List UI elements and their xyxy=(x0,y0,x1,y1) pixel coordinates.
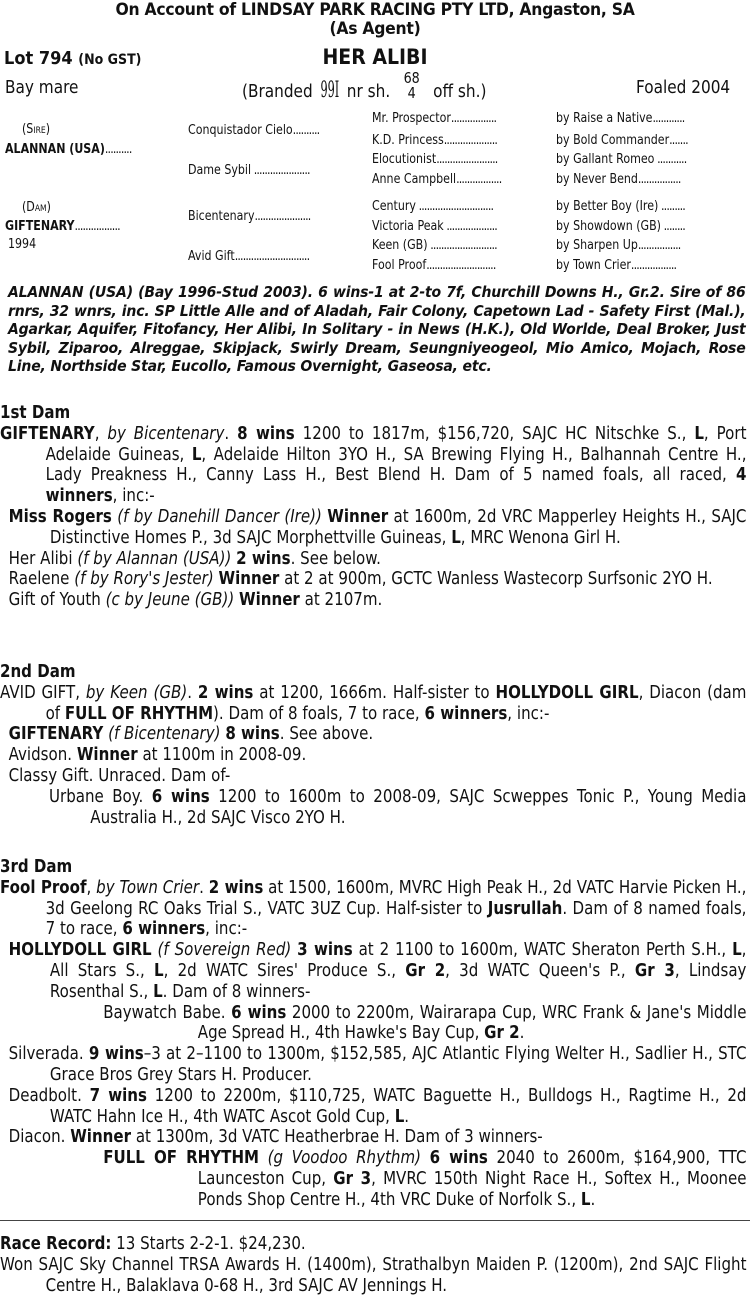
second-dam-section xyxy=(0,662,746,828)
brand-fraction-bottom: 4 xyxy=(407,84,416,102)
wins: 2 wins xyxy=(197,682,254,703)
dam-sire: by Bicentenary xyxy=(107,423,225,444)
foal-entry: Her Alibi (f by Alannan (USA)) 2 wins. See below. xyxy=(8,548,381,569)
foal-name: Raelene xyxy=(8,569,70,590)
dam-name: AVID GIFT xyxy=(0,682,76,703)
race-record-summary xyxy=(0,1234,746,1255)
foal-pedigree: (c by Jeune (GB)) xyxy=(105,590,235,611)
foal-result: 6 wins xyxy=(429,1148,488,1169)
foal-pedigree: (g Voodoo Rhythm) xyxy=(267,1148,421,1169)
foal-text: See above. xyxy=(289,724,374,745)
foal-entry xyxy=(0,745,746,766)
foal-text: 2d WATC Sires' Produce S., xyxy=(177,960,397,981)
foal-result: 6 wins xyxy=(231,1002,287,1023)
gen3-name: Fool Proof xyxy=(372,258,427,273)
gen4-name: by Showdown (GB) xyxy=(556,219,661,234)
foal-result: 8 wins xyxy=(225,724,280,745)
foal-text: MRC Wenona Girl H. xyxy=(470,527,621,548)
race-text: Diacon (dam of xyxy=(45,682,747,724)
gen4-name: by Bold Commander xyxy=(556,133,670,148)
foal-text: at 1100m in 2008-09. xyxy=(142,745,307,766)
foal-name: Diacon. xyxy=(8,1127,66,1148)
pedigree-gen3-5: Century ............................ xyxy=(372,199,494,214)
brand-fraction-top: 68 xyxy=(403,69,420,87)
foal-name: Baywatch Babe. xyxy=(103,1002,226,1023)
foal-text: Lindsay Rosenthal S., xyxy=(49,960,747,1002)
sire-name: ALANNAN (USA).......... xyxy=(5,142,132,157)
race-text: ). Dam of 8 foals, 7 to race, xyxy=(213,703,420,724)
race-record-value: 13 Starts 2-2-1. $24,230. xyxy=(116,1234,306,1254)
foal-name: Gift of Youth xyxy=(8,590,101,611)
gen3-name: Elocutionist xyxy=(372,152,437,167)
foal-pedigree: (f Bicentenary) xyxy=(108,724,221,745)
gen3-name: Victoria Peak xyxy=(372,219,444,234)
section-title: 3rd Dam xyxy=(0,857,73,877)
foal-entry xyxy=(0,766,746,787)
gen4-name: by Sharpen Up xyxy=(556,238,638,253)
foal-entry: Deadbolt. 7 wins 1200 to 2200m, $110,725, WATC Baguette H., Bulldogs H., Ragtime H., 2d WATC Hahn Ice H., 4th WATC Ascot Gold Cup, L. xyxy=(8,1085,747,1127)
foal-entry xyxy=(0,569,746,590)
foal-result: 7 wins xyxy=(89,1085,147,1106)
listed-badge: L xyxy=(153,981,163,1002)
pedigree-gen2-2: Dame Sybil ..................... xyxy=(188,163,310,178)
foal-name: HOLLYDOLL GIRL xyxy=(8,940,152,961)
pedigree-gen3-2: K.D. Princess.................... xyxy=(372,133,498,148)
listed-badge: L xyxy=(191,444,202,465)
foal-result: Winner xyxy=(327,506,389,527)
listed-badge: L xyxy=(694,423,704,444)
foal-text: Dam of 8 winners- xyxy=(172,981,311,1002)
foal-name: Her Alibi xyxy=(8,548,73,569)
brand-info xyxy=(242,69,487,107)
pedigree-gen3-8: Fool Proof.......................... xyxy=(372,258,496,273)
race-text: Port Adelaide Guineas, xyxy=(45,423,747,465)
foal-entry: Baywatch Babe. 6 wins 2000 to 2200m, Wairarapa Cup, WRC Frank & Jane's Middle Age Spread H., 4th Hawke's Bay Cup, Gr 2. xyxy=(103,1002,747,1044)
foal-text: 1200 to 1600m to 2008-09, SAJC Scweppes Tonic P., Young Media Australia H., 2d SAJC Visco 2YO H. xyxy=(90,786,747,828)
vendor-line: On Account of LINDSAY PARK RACING PTY LTD, Angaston, SA xyxy=(115,0,635,20)
gen3-name: Anne Campbell xyxy=(372,172,457,187)
third-dam-section xyxy=(0,857,746,1211)
pedigree-gen4-5: by Better Boy (Ire) ......... xyxy=(556,199,685,214)
lot-label: Lot 794 xyxy=(4,48,73,69)
half-sister: Jusrullah xyxy=(487,898,563,919)
brand-mark-icon: 99I xyxy=(320,78,340,103)
horse-name: HER ALIBI xyxy=(322,45,428,69)
foal-name: Urbane Boy. xyxy=(49,786,144,807)
gen4-name: by Better Boy (Ire) xyxy=(556,199,659,214)
foal-entry: Miss Rogers (f by Danehill Dancer (Ire)) Winner at 1600m, 2d VRC Mapperley Heights H., SAJC Distinctive Homes P., 3d SAJC Morphettville Guineas, L, MRC Wenona Girl H. xyxy=(8,506,747,548)
pedigree-gen4-3: by Gallant Romeo ........... xyxy=(556,152,687,167)
brand-off-shoulder: off sh.) xyxy=(433,81,487,102)
foal-result: 3 wins xyxy=(297,940,353,961)
foal-entry: FULL OF RHYTHM (g Voodoo Rhythm) 6 wins 2040 to 2600m, $164,900, TTC Launceston Cup, Gr 3, MVRC 150th Night Race H., Softex H., Moonee Ponds Shop Centre H., 4th VRC Duke of Norfolk S., L. xyxy=(103,1148,747,1210)
race-text: at 1500, 1600m, MVRC High Peak H., 2d VATC Harvie Picken H., 3d Geelong RC Oaks Trial S., VATC 3UZ Cup. Half-sister to xyxy=(45,877,747,919)
pedigree-gen3-7: Keen (GB) ......................... xyxy=(372,238,497,253)
gen2-name: Conquistador Cielo xyxy=(188,123,293,138)
dam-name: Fool Proof xyxy=(0,877,87,898)
foal-text: Unraced. Dam of- xyxy=(98,765,231,786)
pedigree-gen3-1: Mr. Prospector................. xyxy=(372,111,497,126)
dam-name: GIFTENARY................. xyxy=(5,219,120,234)
gst-note: (No GST) xyxy=(78,52,142,68)
foal-result: 2 wins xyxy=(236,548,291,569)
foal-text: See below. xyxy=(300,548,381,569)
winners-count: 6 winners xyxy=(424,703,508,724)
listed-badge: L xyxy=(732,940,742,961)
dam-of: FULL OF RHYTHM xyxy=(64,703,214,724)
pedigree-gen4-6: by Showdown (GB) ........ xyxy=(556,219,685,234)
foal-result: Winner xyxy=(76,745,138,766)
foal-result: Winner xyxy=(70,1127,132,1148)
foal-entry xyxy=(0,590,746,611)
wins: 2 wins xyxy=(208,877,264,898)
brand-fraction xyxy=(404,71,420,101)
foaled-year: Foaled 2004 xyxy=(636,77,731,98)
race-text: Adelaide Hilton 3YO H., SA Brewing Flying H., Balhannah Centre H., Lady Preakness H., Canny Lass H., Best Blend H. Dam of 5 named foals, all raced, xyxy=(45,444,747,486)
foal-name: GIFTENARY xyxy=(8,724,104,745)
pedigree-gen4-4: by Never Bend................ xyxy=(556,172,681,187)
gen2-name: Avid Gift xyxy=(188,249,235,264)
gen4-name: by Never Bend xyxy=(556,172,638,187)
listed-badge: L xyxy=(580,1189,591,1210)
foal-name: Classy Gift. xyxy=(8,765,94,786)
gen3-name: K.D. Princess xyxy=(372,133,444,148)
gen2-name: Dame Sybil xyxy=(188,163,252,178)
foal-pedigree: (f by Alannan (USA)) xyxy=(77,548,232,569)
listed-badge: L xyxy=(451,527,461,548)
sire-label: (Sire) xyxy=(22,122,51,137)
foal-name: Avidson. xyxy=(8,745,73,766)
foal-entry xyxy=(0,1127,746,1148)
foal-result: 9 wins xyxy=(88,1044,144,1065)
pedigree-gen4-2: by Bold Commander....... xyxy=(556,133,688,148)
foal-text: at 1300m, 3d VATC Heatherbrae H. Dam of 3 winners- xyxy=(135,1127,543,1148)
section-divider xyxy=(0,1220,750,1221)
listed-badge: L xyxy=(154,960,164,981)
pedigree-gen3-4: Anne Campbell................. xyxy=(372,172,502,187)
foal-text: at 2 at 900m, GCTC Wanless Wastecorp Surfsonic 2YO H. xyxy=(284,569,713,590)
inc-text: inc:- xyxy=(214,919,248,940)
pedigree-gen3-3: Elocutionist....................... xyxy=(372,152,498,167)
foal-pedigree: (f Sovereign Red) xyxy=(157,940,292,961)
half-sister: HOLLYDOLL GIRL xyxy=(495,682,639,703)
foal-entry xyxy=(0,787,746,829)
dam-year: 1994 xyxy=(8,237,37,252)
foal-text: 1200 to 2200m, $110,725, WATC Baguette H., Bulldogs H., Ragtime H., 2d WATC Hahn Ice H., 4th WATC Ascot Gold Cup, xyxy=(49,1085,747,1127)
brand-prefix: (Branded xyxy=(242,81,313,102)
foal-text: at 2 1100 to 1600m, WATC Sheraton Perth S.H., xyxy=(358,940,727,961)
foal-name: FULL OF RHYTHM xyxy=(103,1148,260,1169)
dam-name-text: GIFTENARY xyxy=(5,219,75,234)
foal-pedigree: (f by Danehill Dancer (Ire)) xyxy=(117,506,322,527)
inc-text: inc:- xyxy=(516,703,550,724)
foal-text: 3d WATC Queen's P., xyxy=(459,960,626,981)
gen3-name: Mr. Prospector xyxy=(372,111,451,126)
winners-count: 6 winners xyxy=(122,919,206,940)
dam-sire: by Keen (GB) xyxy=(85,682,188,703)
foal-result: Winner xyxy=(239,590,300,611)
foal-name: Miss Rogers xyxy=(8,506,112,527)
foal-pedigree: (f by Rory's Jester) xyxy=(74,569,214,590)
race-text: Dam of 8 named foals, 7 to race, xyxy=(45,898,747,940)
group-badge: Gr 2 xyxy=(405,960,446,981)
foal-entry: HOLLYDOLL GIRL (f Sovereign Red) 3 wins at 2 1100 to 1600m, WATC Sheraton Perth S.H., L, All Stars S., L, 2d WATC Sires' Produce S., Gr 2, 3d WATC Queen's P., Gr 3, Lindsay Rosenthal S., L. Dam of 8 winners- xyxy=(8,940,747,1002)
race-text: 1200 to 1817m, $156,720, SAJC HC Nitschke S., xyxy=(302,423,687,444)
pedigree-gen2-1: Conquistador Cielo.......... xyxy=(188,123,320,138)
foal-text: –3 at 2–1100 to 1300m, $152,585, AJC Atlantic Flying Welter H., Sadlier H., STC Grace Bros Grey Stars H. Producer. xyxy=(49,1044,747,1085)
gen3-name: Century xyxy=(372,199,416,214)
gen2-name: Bicentenary xyxy=(188,209,255,224)
first-dam-section xyxy=(0,403,746,611)
dam-sire: by Town Crier xyxy=(96,877,200,898)
foal-entry xyxy=(0,1044,746,1086)
gen4-name: by Gallant Romeo xyxy=(556,152,655,167)
foal-text: at 1600m, 2d VRC Mapperley Heights H., SAJC Distinctive Homes P., 3d SAJC Morphettville Guineas, xyxy=(49,506,747,548)
winners-count: 4 winners xyxy=(45,465,747,507)
brand-near-shoulder: nr sh. xyxy=(346,81,391,102)
gen4-name: by Raise a Native xyxy=(556,111,653,126)
foal-text: 2040 to 2600m, $164,900, TTC Launceston Cup, xyxy=(197,1148,747,1189)
pedigree-gen2-4: Avid Gift............................ xyxy=(188,249,310,264)
pedigree-gen3-6: Victoria Peak ................... xyxy=(372,219,497,234)
pedigree-gen4-1: by Raise a Native............ xyxy=(556,111,685,126)
section-title: 2nd Dam xyxy=(0,662,76,682)
foal-name: Silverada. xyxy=(8,1044,84,1065)
foal-result: 6 wins xyxy=(151,786,210,807)
sire-summary: ALANNAN (USA) (Bay 1996-Stud 2003). 6 wins-1 at 2-to 7f, Churchill Downs H., Gr.2. Sire of 86 rnrs, 32 wnrs, inc. SP Little Alle and of Aladah, Fair Colony, Capetown Lad - Safety First (Mal.), Agarkar, Aquifer, Fitofancy, Her Alibi, In Solitary - in News (H.K.), Old Worlde, Deal Broker, Just Sybil, Ziparoo, Alreggae, Skipjack, Swirly Dream, Seungniyeogeol, Mio Amico, Mojach, Rose Line, Northside Star, Eucollo, Famous Overnight, Gaseosa, etc. xyxy=(8,283,746,375)
race-record-section xyxy=(0,1234,746,1296)
second-dam-entry: AVID GIFT, by Keen (GB). 2 wins at 1200, 1666m. Half-sister to HOLLYDOLL GIRL, Diacon (dam of FULL OF RHYTHM). Dam of 8 foals, 7 to race, 6 winners, inc:- xyxy=(0,682,747,724)
foal-result: Winner xyxy=(218,569,280,590)
dam-name: GIFTENARY xyxy=(0,423,95,444)
wins: 8 wins xyxy=(237,423,295,444)
dam-label: (Dam) xyxy=(22,200,51,215)
pedigree-gen4-7: by Sharpen Up................ xyxy=(556,238,681,253)
race-text: at 1200, 1666m. Half-sister to xyxy=(259,682,490,703)
foal-text: at 2107m. xyxy=(304,590,383,611)
foal-entry: GIFTENARY (f Bicentenary) 8 wins. See above. xyxy=(8,724,374,745)
pedigree-gen4-8: by Town Crier................. xyxy=(556,258,677,273)
foal-text: All Stars S., xyxy=(49,960,145,981)
listed-badge: L xyxy=(394,1106,405,1127)
sire-name-text: ALANNAN (USA) xyxy=(5,142,105,157)
group-badge: Gr 3 xyxy=(634,960,675,981)
race-record-detail: Won SAJC Sky Channel TRSA Awards H. (1400m), Strathalbyn Maiden P. (1200m), 2nd SAJC Flight Centre H., Balaklava 0-68 H., 3rd SAJC AV Jennings H. xyxy=(0,1254,747,1296)
horse-description: Bay mare xyxy=(5,77,79,98)
agent-line: (As Agent) xyxy=(329,19,421,39)
third-dam-entry: Fool Proof, by Town Crier. 2 wins at 1500, 1600m, MVRC High Peak H., 2d VATC Harvie Picken H., 3d Geelong RC Oaks Trial S., VATC 3UZ Cup. Half-sister to Jusrullah. Dam of 8 named foals, 7 to race, 6 winners, inc:- xyxy=(0,877,747,940)
inc-text: inc:- xyxy=(122,486,155,507)
race-record-label: Race Record: xyxy=(0,1234,112,1254)
foal-text: 2000 to 2200m, Wairarapa Cup, WRC Frank & Jane's Middle Age Spread H., 4th Hawke's Bay Cup, xyxy=(197,1002,747,1044)
gen3-name: Keen (GB) xyxy=(372,238,428,253)
pedigree-gen2-3: Bicentenary..................... xyxy=(188,209,311,224)
gen4-name: by Town Crier xyxy=(556,258,631,273)
group-badge: Gr 2 xyxy=(484,1023,520,1044)
group-badge: Gr 3 xyxy=(333,1168,372,1189)
foal-text: MVRC 150th Night Race H., Softex H., Moonee Ponds Shop Centre H., 4th VRC Duke of Norfolk S., xyxy=(197,1168,747,1210)
foal-name: Deadbolt. xyxy=(8,1085,82,1106)
first-dam-entry: GIFTENARY, by Bicentenary. 8 wins 1200 to 1817m, $156,720, SAJC HC Nitschke S., L, Port Adelaide Guineas, L, Adelaide Hilton 3YO H., SA Brewing Flying H., Balhannah Centre H., Lady Preakness H., Canny Lass H., Best Blend H. Dam of 5 named foals, all raced, 4 winners, inc:- xyxy=(0,423,747,507)
section-title: 1st Dam xyxy=(0,403,71,423)
